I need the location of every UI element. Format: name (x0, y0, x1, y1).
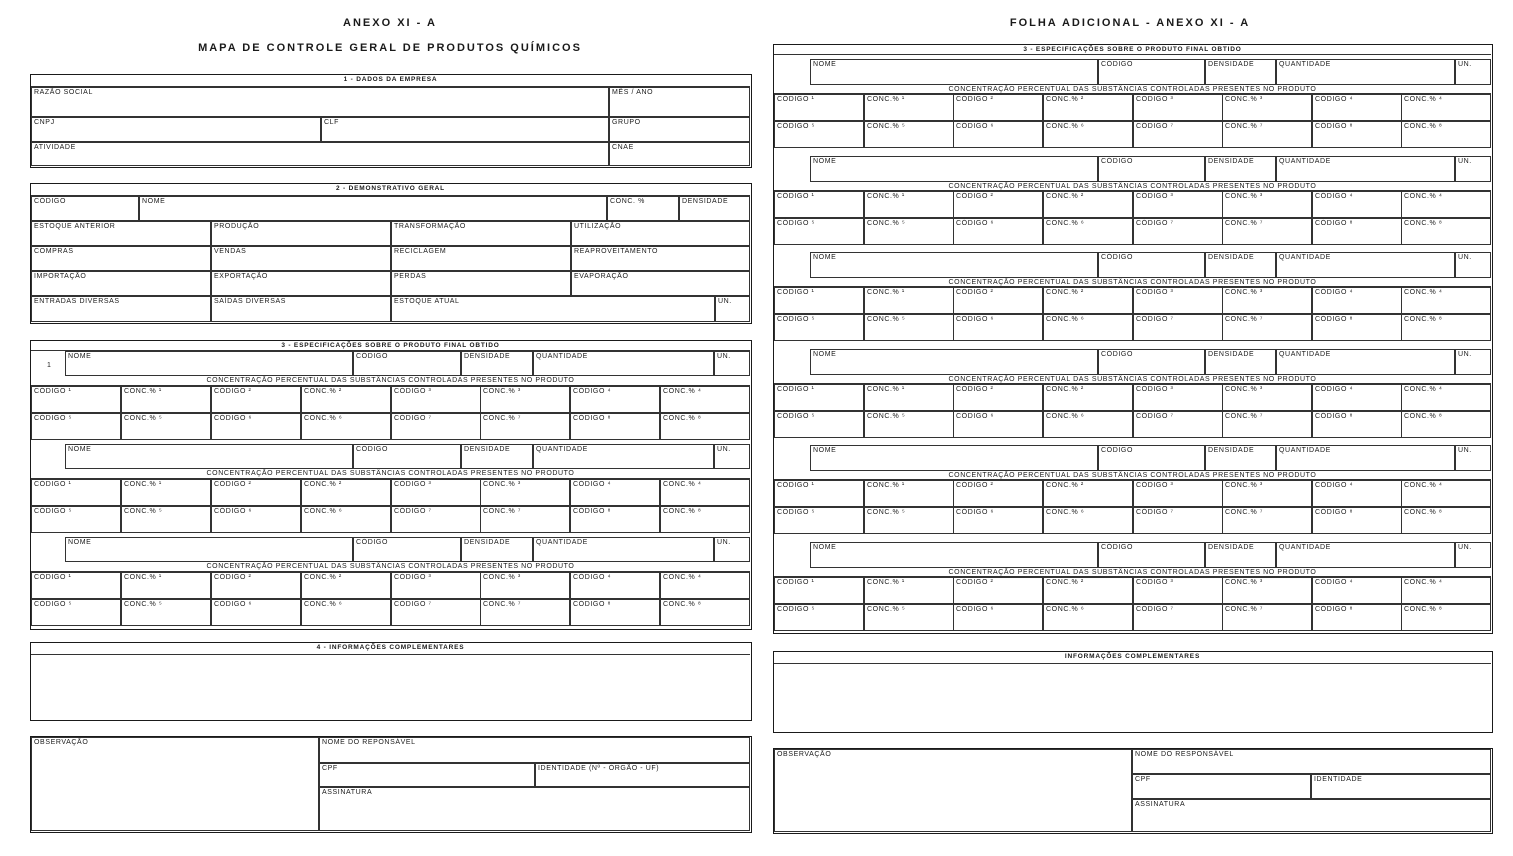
conc-percent-field[interactable]: CONC.% ¹ (864, 384, 954, 411)
un-field[interactable]: UN. (1455, 252, 1491, 278)
codigo-substancia-field[interactable]: CÓDIGO ¹ (774, 94, 864, 121)
un-field[interactable]: UN. (714, 537, 750, 562)
quantidade-field[interactable]: QUANTIDADE (533, 351, 714, 376)
conc-percent-field[interactable]: CONC.% ² (1043, 191, 1133, 218)
conc-percent-field[interactable]: CONC.% ⁴ (1401, 191, 1491, 218)
codigo-substancia-field[interactable]: CÓDIGO ¹ (774, 384, 864, 411)
conc-percent-field[interactable]: CONC.% ⁵ (121, 506, 211, 533)
codigo-substancia-field[interactable]: CÓDIGO ² (211, 572, 301, 599)
codigo-substancia-field[interactable]: CÓDIGO ⁷ (1133, 121, 1223, 148)
codigo-substancia-field[interactable]: CÓDIGO ¹ (774, 480, 864, 507)
conc-percent-field[interactable]: CONC.% ⁷ (1222, 121, 1312, 148)
conc-percent-field[interactable]: CONC.% ⁵ (864, 411, 954, 438)
codigo-substancia-field[interactable]: CÓDIGO ⁴ (1312, 384, 1402, 411)
conc-percent-field[interactable]: CONC.% ⁷ (1222, 411, 1312, 438)
nome-field[interactable]: NOME (810, 349, 1098, 375)
conc-percent-field[interactable]: CONC.% ⁶ (1043, 121, 1133, 148)
informacoes-text-area[interactable] (31, 655, 750, 719)
conc-percent-field[interactable]: CONC.% ³ (1222, 191, 1312, 218)
conc-percent-field[interactable]: CONC.% ⁶ (301, 506, 391, 533)
un-field[interactable]: UN. (1455, 445, 1491, 471)
codigo-substancia-field[interactable]: CÓDIGO ¹ (31, 572, 121, 599)
cpf-field[interactable]: CPF (319, 763, 535, 787)
conc-percent-field[interactable]: CONC.% ⁶ (1043, 314, 1133, 341)
codigo-substancia-field[interactable]: CÓDIGO ⁵ (774, 121, 864, 148)
densidade-field[interactable]: DENSIDADE (461, 444, 533, 469)
concentracao-header: CONCENTRAÇÃO PERCENTUAL DAS SUBSTÂNCIAS CONTROLADAS PRESENTES NO PRODUTO (774, 182, 1491, 191)
main-title: MAPA DE CONTROLE GERAL DE PRODUTOS QUÍMICOS (198, 42, 582, 54)
un-field[interactable]: UN. (1455, 349, 1491, 375)
codigo-substancia-field[interactable]: CÓDIGO ³ (1133, 480, 1223, 507)
cpf-field[interactable]: CPF (1132, 774, 1311, 799)
un-field[interactable]: UN. (714, 444, 750, 469)
conc-percent-field[interactable]: CONC.% ⁸ (1401, 604, 1491, 631)
codigo-substancia-field[interactable]: CÓDIGO ⁴ (1312, 94, 1402, 121)
concentracao-header: CONCENTRAÇÃO PERCENTUAL DAS SUBSTÂNCIAS CONTROLADAS PRESENTES NO PRODUTO (774, 471, 1491, 480)
codigo-field[interactable]: CÓDIGO (1098, 349, 1205, 375)
conc-percent-field[interactable]: CONC.% ⁶ (1043, 507, 1133, 534)
codigo-substancia-field[interactable]: CÓDIGO ⁵ (774, 314, 864, 341)
conc-percent-field[interactable]: CONC.% ⁶ (301, 413, 391, 440)
codigo-substancia-field[interactable]: CÓDIGO ⁶ (953, 314, 1043, 341)
conc-percent-field[interactable]: CONC.% ¹ (121, 572, 211, 599)
section-informacoes-right (773, 651, 1493, 733)
conc-percent-field[interactable]: CONC.% ⁷ (480, 599, 570, 626)
demonstrativo-field[interactable]: ESTOQUE ANTERIOR (31, 221, 211, 246)
nome-field[interactable]: NOME (65, 537, 353, 562)
section-dados-empresa (30, 74, 752, 168)
section-especificacoes-right (773, 44, 1493, 634)
conc-percent-field[interactable]: CONC.% ¹ (864, 287, 954, 314)
codigo-substancia-field[interactable]: CÓDIGO ⁵ (774, 507, 864, 534)
nome-field[interactable]: NOME (810, 542, 1098, 568)
conc-percent-field[interactable]: CONC.% ⁸ (1401, 218, 1491, 245)
quantidade-field[interactable]: QUANTIDADE (1276, 445, 1455, 471)
codigo-field[interactable]: CÓDIGO (1098, 252, 1205, 278)
section-header: 4 - INFORMAÇÕES COMPLEMENTARES (31, 643, 750, 655)
saidas-diversas-field[interactable]: SAÍDAS DIVERSAS (211, 296, 391, 322)
section-informacoes-complementares (30, 642, 752, 721)
conc-percent-field[interactable]: CONC.% ³ (480, 386, 570, 413)
codigo-substancia-field[interactable]: CÓDIGO ³ (391, 386, 481, 413)
codigo-substancia-field[interactable]: CÓDIGO ⁵ (774, 411, 864, 438)
codigo-substancia-field[interactable]: CÓDIGO ² (211, 386, 301, 413)
codigo-substancia-field[interactable]: CÓDIGO ⁶ (953, 507, 1043, 534)
observacao-field[interactable]: OBSERVAÇÃO (31, 737, 319, 831)
quantidade-field[interactable]: QUANTIDADE (1276, 542, 1455, 568)
codigo-substancia-field[interactable]: CÓDIGO ⁵ (31, 599, 121, 626)
quantidade-field[interactable]: QUANTIDADE (533, 444, 714, 469)
codigo-substancia-field[interactable]: CÓDIGO ⁵ (774, 604, 864, 631)
conc-percent-field[interactable]: CONC.% ⁶ (1043, 411, 1133, 438)
codigo-substancia-field[interactable]: CÓDIGO ⁸ (1312, 314, 1402, 341)
concentracao-header: CONCENTRAÇÃO PERCENTUAL DAS SUBSTÂNCIAS CONTROLADAS PRESENTES NO PRODUTO (774, 375, 1491, 384)
codigo-substancia-field[interactable]: CÓDIGO ⁷ (1133, 507, 1223, 534)
quantidade-field[interactable]: QUANTIDADE (1276, 252, 1455, 278)
conc-percent-field[interactable]: CONC.% ² (1043, 287, 1133, 314)
codigo-substancia-field[interactable]: CÓDIGO ⁶ (211, 506, 301, 533)
codigo-substancia-field[interactable]: CÓDIGO ⁷ (1133, 604, 1223, 631)
codigo-substancia-field[interactable]: CÓDIGO ² (953, 577, 1043, 604)
nome-field[interactable]: NOME (810, 445, 1098, 471)
conc-percent-field[interactable]: CONC.% ⁸ (1401, 314, 1491, 341)
codigo-substancia-field[interactable]: CÓDIGO ⁶ (953, 218, 1043, 245)
section-header: 1 - DADOS DA EMPRESA (31, 75, 750, 87)
demonstrativo-field[interactable]: PRODUÇÃO (211, 221, 391, 246)
codigo-field[interactable]: CÓDIGO (1098, 156, 1205, 182)
codigo-substancia-field[interactable]: CÓDIGO ⁶ (953, 604, 1043, 631)
conc-percent-field[interactable]: CONC.% ³ (1222, 384, 1312, 411)
quantidade-field[interactable]: QUANTIDADE (1276, 59, 1455, 85)
conc-percent-field[interactable]: CONC.% ⁸ (660, 506, 750, 533)
atividade-field[interactable]: ATIVIDADE (31, 142, 609, 166)
codigo-substancia-field[interactable]: CÓDIGO ⁴ (1312, 287, 1402, 314)
conc-percent-field[interactable]: CONC.% ¹ (864, 577, 954, 604)
conc-percent-field[interactable]: CONC.% ¹ (121, 479, 211, 506)
codigo-substancia-field[interactable]: CÓDIGO ² (211, 479, 301, 506)
codigo-field[interactable]: CÓDIGO (353, 444, 461, 469)
demonstrativo-field[interactable]: PERDAS (391, 271, 571, 296)
codigo-substancia-field[interactable]: CÓDIGO ² (953, 480, 1043, 507)
conc-percent-field[interactable]: CONC.% ⁴ (660, 386, 750, 413)
conc-percent-field[interactable]: CONC.% ⁵ (864, 121, 954, 148)
codigo-substancia-field[interactable]: CÓDIGO ² (953, 287, 1043, 314)
informacoes-text-area[interactable] (774, 664, 1491, 731)
conc-percent-field[interactable]: CONC.% ² (301, 572, 391, 599)
densidade-field[interactable]: DENSIDADE (1205, 445, 1276, 471)
conc-percent-field[interactable]: CONC.% ⁸ (1401, 411, 1491, 438)
codigo-substancia-field[interactable]: CÓDIGO ⁴ (1312, 577, 1402, 604)
codigo-substancia-field[interactable]: CÓDIGO ³ (391, 479, 481, 506)
conc-percent-field[interactable]: CONC.% ⁸ (1401, 121, 1491, 148)
section-header: 2 - DEMONSTRATIVO GERAL (31, 184, 750, 196)
conc-percent-field[interactable]: CONC.% ² (301, 386, 391, 413)
codigo-substancia-field[interactable]: CÓDIGO ⁸ (570, 413, 660, 440)
conc-percent-field[interactable]: CONC.% ⁴ (1401, 384, 1491, 411)
conc-percent-field[interactable]: CONC.% ⁵ (121, 599, 211, 626)
codigo-field[interactable]: CÓDIGO (353, 537, 461, 562)
conc-percent-field[interactable]: CONC.% ³ (1222, 94, 1312, 121)
concentracao-header: CONCENTRAÇÃO PERCENTUAL DAS SUBSTÂNCIAS CONTROLADAS PRESENTES NO PRODUTO (31, 469, 750, 479)
conc-percent-field[interactable]: CONC.% ² (1043, 577, 1133, 604)
entradas-diversas-field[interactable]: ENTRADAS DIVERSAS (31, 296, 211, 322)
nome-field[interactable]: NOME (65, 444, 353, 469)
conc-percent-field[interactable]: CONC.% ⁴ (660, 572, 750, 599)
conc-percent-field[interactable]: CONC.% ⁷ (480, 413, 570, 440)
codigo-substancia-field[interactable]: CÓDIGO ¹ (774, 191, 864, 218)
grupo-field[interactable]: GRUPO (609, 117, 750, 142)
quantidade-field[interactable]: QUANTIDADE (533, 537, 714, 562)
conc-percent-field[interactable]: CONC.% ² (301, 479, 391, 506)
conc-percent-field[interactable]: CONC.% ⁷ (1222, 507, 1312, 534)
cnae-field[interactable]: CNAE (609, 142, 750, 166)
conc-percent-field[interactable]: CONC.% ⁵ (864, 314, 954, 341)
nome-field[interactable]: NOME (810, 156, 1098, 182)
cnpj-field[interactable]: CNPJ (31, 117, 321, 142)
nome-field[interactable]: NOME (65, 351, 353, 376)
nome-field[interactable]: NOME (139, 196, 607, 221)
conc-percent-field[interactable]: CONC.% ⁴ (1401, 480, 1491, 507)
codigo-substancia-field[interactable]: CÓDIGO ⁴ (570, 479, 660, 506)
codigo-substancia-field[interactable]: CÓDIGO ² (953, 94, 1043, 121)
conc-percent-field[interactable]: CONC.% ³ (1222, 287, 1312, 314)
section-header: 3 - ESPECIFICAÇÕES SOBRE O PRODUTO FINAL OBTIDO (31, 341, 750, 351)
densidade-field[interactable]: DENSIDADE (1205, 349, 1276, 375)
codigo-substancia-field[interactable]: CÓDIGO ³ (1133, 94, 1223, 121)
codigo-substancia-field[interactable]: CÓDIGO ⁸ (1312, 411, 1402, 438)
conc-percent-field[interactable]: CONC.% ⁵ (864, 507, 954, 534)
clf-field[interactable]: CLF (321, 117, 609, 142)
codigo-substancia-field[interactable]: CÓDIGO ⁷ (391, 506, 481, 533)
mes-ano-field[interactable]: MÊS / ANO (609, 87, 750, 117)
concentracao-header: CONCENTRAÇÃO PERCENTUAL DAS SUBSTÂNCIAS CONTROLADAS PRESENTES NO PRODUTO (774, 85, 1491, 94)
codigo-field[interactable]: CÓDIGO (1098, 59, 1205, 85)
assinatura-field[interactable]: ASSINATURA (319, 787, 750, 831)
conc-percent-field[interactable]: CONC.% ⁷ (1222, 604, 1312, 631)
codigo-substancia-field[interactable]: CÓDIGO ⁷ (1133, 314, 1223, 341)
estoque-atual-field[interactable]: ESTOQUE ATUAL (391, 296, 715, 322)
quantidade-field[interactable]: QUANTIDADE (1276, 349, 1455, 375)
concentracao-header: CONCENTRAÇÃO PERCENTUAL DAS SUBSTÂNCIAS CONTROLADAS PRESENTES NO PRODUTO (31, 562, 750, 572)
nome-responsavel-field[interactable]: NOME DO RESPONSÁVEL (1132, 749, 1491, 774)
codigo-substancia-field[interactable]: CÓDIGO ¹ (31, 479, 121, 506)
conc-percent-field[interactable]: CONC.% ³ (1222, 577, 1312, 604)
conc-percent-field[interactable]: CONC.% ⁴ (1401, 577, 1491, 604)
demonstrativo-field[interactable]: EXPORTAÇÃO (211, 271, 391, 296)
codigo-substancia-field[interactable]: CÓDIGO ³ (1133, 191, 1223, 218)
section-header: INFORMAÇÕES COMPLEMENTARES (774, 652, 1491, 664)
un-field[interactable]: UN. (1455, 542, 1491, 568)
codigo-substancia-field[interactable]: CÓDIGO ⁸ (1312, 218, 1402, 245)
conc-percent-field[interactable]: CONC.% ¹ (864, 94, 954, 121)
conc-percent-field[interactable]: CONC.% ⁸ (660, 599, 750, 626)
codigo-substancia-field[interactable]: CÓDIGO ⁸ (1312, 507, 1402, 534)
nome-responsavel-field[interactable]: NOME DO REPONSÁVEL (319, 737, 750, 763)
concentracao-header: CONCENTRAÇÃO PERCENTUAL DAS SUBSTÂNCIAS CONTROLADAS PRESENTES NO PRODUTO (31, 376, 750, 386)
conc-percent-field[interactable]: CONC.% ² (1043, 480, 1133, 507)
codigo-substancia-field[interactable]: CÓDIGO ⁶ (211, 413, 301, 440)
codigo-field[interactable]: CÓDIGO (31, 196, 139, 221)
conc-percent-field[interactable]: CONC.% ¹ (864, 480, 954, 507)
densidade-field[interactable]: DENSIDADE (1205, 542, 1276, 568)
conc-percent-field[interactable]: CONC.% ⁶ (301, 599, 391, 626)
conc-percent-field[interactable]: CONC.% ² (1043, 94, 1133, 121)
conc-percent-field[interactable]: CONC.% ⁸ (660, 413, 750, 440)
conc-percent-field[interactable]: CONC.% ⁴ (1401, 287, 1491, 314)
codigo-substancia-field[interactable]: CÓDIGO ⁷ (391, 413, 481, 440)
nome-field[interactable]: NOME (810, 59, 1098, 85)
demonstrativo-field[interactable]: IMPORTAÇÃO (31, 271, 211, 296)
demonstrativo-field[interactable]: REAPROVEITAMENTO (571, 246, 750, 271)
conc-percent-field[interactable]: CONC.% ⁶ (1043, 218, 1133, 245)
conc-percent-field[interactable]: CONC.% ⁶ (1043, 604, 1133, 631)
demonstrativo-field[interactable]: TRANSFORMAÇÃO (391, 221, 571, 246)
concentracao-header: CONCENTRAÇÃO PERCENTUAL DAS SUBSTÂNCIAS CONTROLADAS PRESENTES NO PRODUTO (774, 278, 1491, 287)
quantidade-field[interactable]: QUANTIDADE (1276, 156, 1455, 182)
codigo-substancia-field[interactable]: CÓDIGO ⁸ (570, 506, 660, 533)
demonstrativo-field[interactable]: UTILIZAÇÃO (571, 221, 750, 246)
signature-block-left (30, 736, 752, 833)
codigo-field[interactable]: CÓDIGO (353, 351, 461, 376)
codigo-substancia-field[interactable]: CÓDIGO ¹ (31, 386, 121, 413)
codigo-substancia-field[interactable]: CÓDIGO ⁶ (953, 411, 1043, 438)
codigo-substancia-field[interactable]: CÓDIGO ¹ (774, 287, 864, 314)
conc-percent-field[interactable]: CONC.% ⁸ (1401, 507, 1491, 534)
conc-percent-field[interactable]: CONC.% ⁵ (864, 218, 954, 245)
densidade-field[interactable]: DENSIDADE (679, 196, 750, 221)
codigo-substancia-field[interactable]: CÓDIGO ² (953, 191, 1043, 218)
codigo-substancia-field[interactable]: CÓDIGO ⁸ (570, 599, 660, 626)
row-number: 1 (47, 362, 51, 369)
codigo-substancia-field[interactable]: CÓDIGO ⁴ (570, 572, 660, 599)
annex-title: ANEXO XI - A (343, 17, 437, 29)
densidade-field[interactable]: DENSIDADE (461, 351, 533, 376)
razao-social-field[interactable]: RAZÃO SOCIAL (31, 87, 609, 117)
conc-percent-field[interactable]: CONC.% ³ (480, 572, 570, 599)
codigo-substancia-field[interactable]: CÓDIGO ⁵ (31, 413, 121, 440)
un-field[interactable]: UN. (1455, 59, 1491, 85)
conc-percent-field[interactable]: CONC.% ⁴ (660, 479, 750, 506)
conc-percent-field[interactable]: CONC.% ¹ (864, 191, 954, 218)
section-demonstrativo-geral (30, 183, 752, 324)
conc-percent-field[interactable]: CONC.% ³ (480, 479, 570, 506)
codigo-substancia-field[interactable]: CÓDIGO ¹ (774, 577, 864, 604)
codigo-field[interactable]: CÓDIGO (1098, 542, 1205, 568)
identidade-field[interactable]: IDENTIDADE (1311, 774, 1491, 799)
un-field[interactable]: UN. (1455, 156, 1491, 182)
conc-percent-field[interactable]: CONC.% ⁵ (864, 604, 954, 631)
codigo-substancia-field[interactable]: CÓDIGO ⁴ (1312, 480, 1402, 507)
densidade-field[interactable]: DENSIDADE (1205, 252, 1276, 278)
observacao-field[interactable]: OBSERVAÇÃO (774, 749, 1132, 832)
demonstrativo-field[interactable]: RECICLAGEM (391, 246, 571, 271)
codigo-substancia-field[interactable]: CÓDIGO ³ (391, 572, 481, 599)
demonstrativo-field[interactable]: VENDAS (211, 246, 391, 271)
codigo-substancia-field[interactable]: CÓDIGO ⁷ (1133, 218, 1223, 245)
codigo-field[interactable]: CÓDIGO (1098, 445, 1205, 471)
codigo-substancia-field[interactable]: CÓDIGO ³ (1133, 287, 1223, 314)
conc-percent-field[interactable]: CONC.% ⁷ (1222, 218, 1312, 245)
section-header: 3 - ESPECIFICAÇÕES SOBRE O PRODUTO FINAL OBTIDO (774, 45, 1491, 55)
densidade-field[interactable]: DENSIDADE (1205, 59, 1276, 85)
assinatura-field[interactable]: ASSINATURA (1132, 799, 1491, 832)
codigo-substancia-field[interactable]: CÓDIGO ⁷ (1133, 411, 1223, 438)
section-especificacoes-left (30, 340, 752, 630)
codigo-substancia-field[interactable]: CÓDIGO ⁵ (774, 218, 864, 245)
conc-percent-field[interactable]: CONC.% ² (1043, 384, 1133, 411)
codigo-substancia-field[interactable]: CÓDIGO ² (953, 384, 1043, 411)
codigo-substancia-field[interactable]: CÓDIGO ⁶ (953, 121, 1043, 148)
un-field[interactable]: UN. (715, 296, 750, 322)
conc-field[interactable]: CONC. % (607, 196, 679, 221)
demonstrativo-field[interactable]: EVAPORAÇÃO (571, 271, 750, 296)
concentracao-header: CONCENTRAÇÃO PERCENTUAL DAS SUBSTÂNCIAS CONTROLADAS PRESENTES NO PRODUTO (774, 568, 1491, 577)
codigo-substancia-field[interactable]: CÓDIGO ⁸ (1312, 121, 1402, 148)
conc-percent-field[interactable]: CONC.% ⁴ (1401, 94, 1491, 121)
codigo-substancia-field[interactable]: CÓDIGO ⁸ (1312, 604, 1402, 631)
densidade-field[interactable]: DENSIDADE (1205, 156, 1276, 182)
conc-percent-field[interactable]: CONC.% ⁵ (121, 413, 211, 440)
signature-block-right (773, 748, 1493, 834)
codigo-substancia-field[interactable]: CÓDIGO ³ (1133, 577, 1223, 604)
un-field[interactable]: UN. (714, 351, 750, 376)
right-page-title: FOLHA ADICIONAL - ANEXO XI - A (1009, 17, 1251, 29)
demonstrativo-field[interactable]: COMPRAS (31, 246, 211, 271)
nome-field[interactable]: NOME (810, 252, 1098, 278)
codigo-substancia-field[interactable]: CÓDIGO ⁴ (1312, 191, 1402, 218)
densidade-field[interactable]: DENSIDADE (461, 537, 533, 562)
conc-percent-field[interactable]: CONC.% ¹ (121, 386, 211, 413)
codigo-substancia-field[interactable]: CÓDIGO ⁴ (570, 386, 660, 413)
identidade-field[interactable]: IDENTIDADE (Nº - ÓRGÃO - UF) (535, 763, 750, 787)
codigo-substancia-field[interactable]: CÓDIGO ⁵ (31, 506, 121, 533)
codigo-substancia-field[interactable]: CÓDIGO ³ (1133, 384, 1223, 411)
codigo-substancia-field[interactable]: CÓDIGO ⁶ (211, 599, 301, 626)
conc-percent-field[interactable]: CONC.% ⁷ (480, 506, 570, 533)
codigo-substancia-field[interactable]: CÓDIGO ⁷ (391, 599, 481, 626)
conc-percent-field[interactable]: CONC.% ³ (1222, 480, 1312, 507)
conc-percent-field[interactable]: CONC.% ⁷ (1222, 314, 1312, 341)
